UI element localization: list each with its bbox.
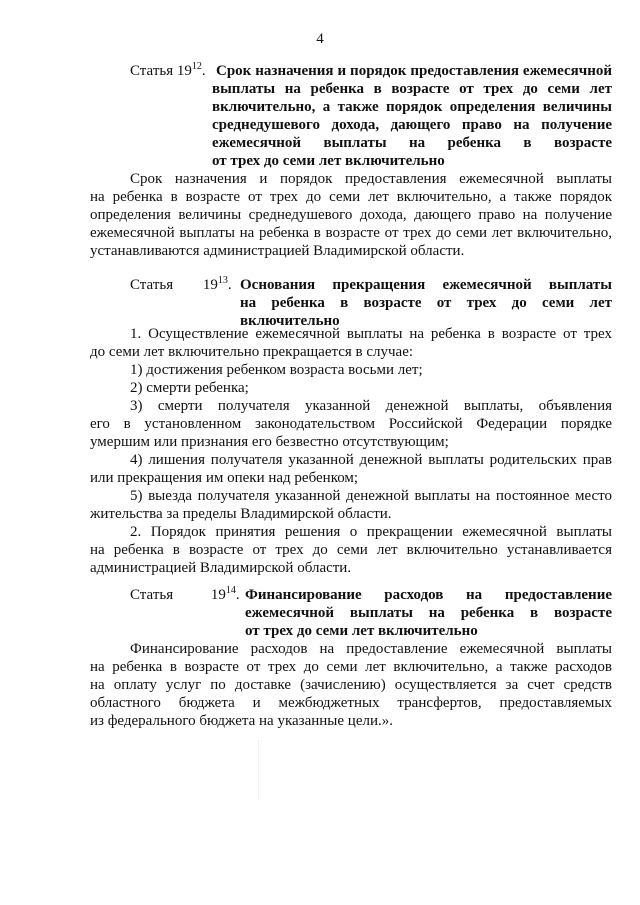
article-title: Срок назначения и порядок предоставления ежемесячной выплаты на ребенка в возрасте от трех до семи лет включительно, а также порядок определения величины среднедушевого дохода, дающего право на получение ежемесячной выплаты на ребенка в возрасте от трех до семи лет включительно [212, 63, 612, 169]
article-label: Статья $19^{12}$. [130, 61, 206, 79]
article-label: Статья $19^{14}$. [130, 585, 240, 603]
page-number: 4 [316, 31, 324, 47]
article-title: Основания прекращения ежемесячной выплаты на ребенка в возрасте от трех до семи лет включительно [240, 277, 612, 329]
article-19-12-heading [0, 62, 640, 170]
article-label: Статья $19^{13}$. [130, 275, 232, 293]
article-19-14-body: Финансирование расходов на предоставление ежемесячной выплаты на ребенка в возрасте от трех до семи лет включительно, а также расходов на оплату услуг по доставке (зачислению) осуществляется за счет средств областного бюджета и межбюджетных трансфертов, предоставляемых из федерального бюджета на указанные цели.». [90, 641, 612, 729]
article-title: Финансирование расходов на предоставление ежемесячной выплаты на ребенка в возрасте от трех до семи лет включительно [245, 587, 612, 639]
article-19-14-heading [0, 586, 640, 640]
article-19-13-body: 1. Осуществление ежемесячной выплаты на ребенка в возрасте от трех до семи лет включительно прекращается в случае: 1) достижения ребенком возраста восьми лет; 2) смерти ребенка; 3) смерти получателя указанной денежной выплаты, объявления его в установленном законодательством Российской Федерации порядке умершим или признания его безвестно отсутствующим; 4) лишения получателя указанной денежной выплаты родительских прав или прекращения им опеки над ребенком; 5) выезда получателя указанной денежной выплаты на постоянное место жительства за пределы Владимирской области. 2. Порядок принятия решения о прекращении ежемесячной выплаты на ребенка в возрасте от трех до семи лет включительно устанавливается администрацией Владимирской области. [90, 326, 612, 576]
article-19-12-body: Срок назначения и порядок предоставления ежемесячной выплаты на ребенка в возрасте от трех до семи лет включительно, а также порядок определения величины среднедушевого дохода, дающего право на получение ежемесячной выплаты на ребенка в возрасте от трех до семи лет включительно, устанавливаются администрацией Владимирской области. [90, 171, 612, 259]
article-19-13-heading [0, 276, 640, 330]
scan-artifact-line [258, 740, 260, 800]
